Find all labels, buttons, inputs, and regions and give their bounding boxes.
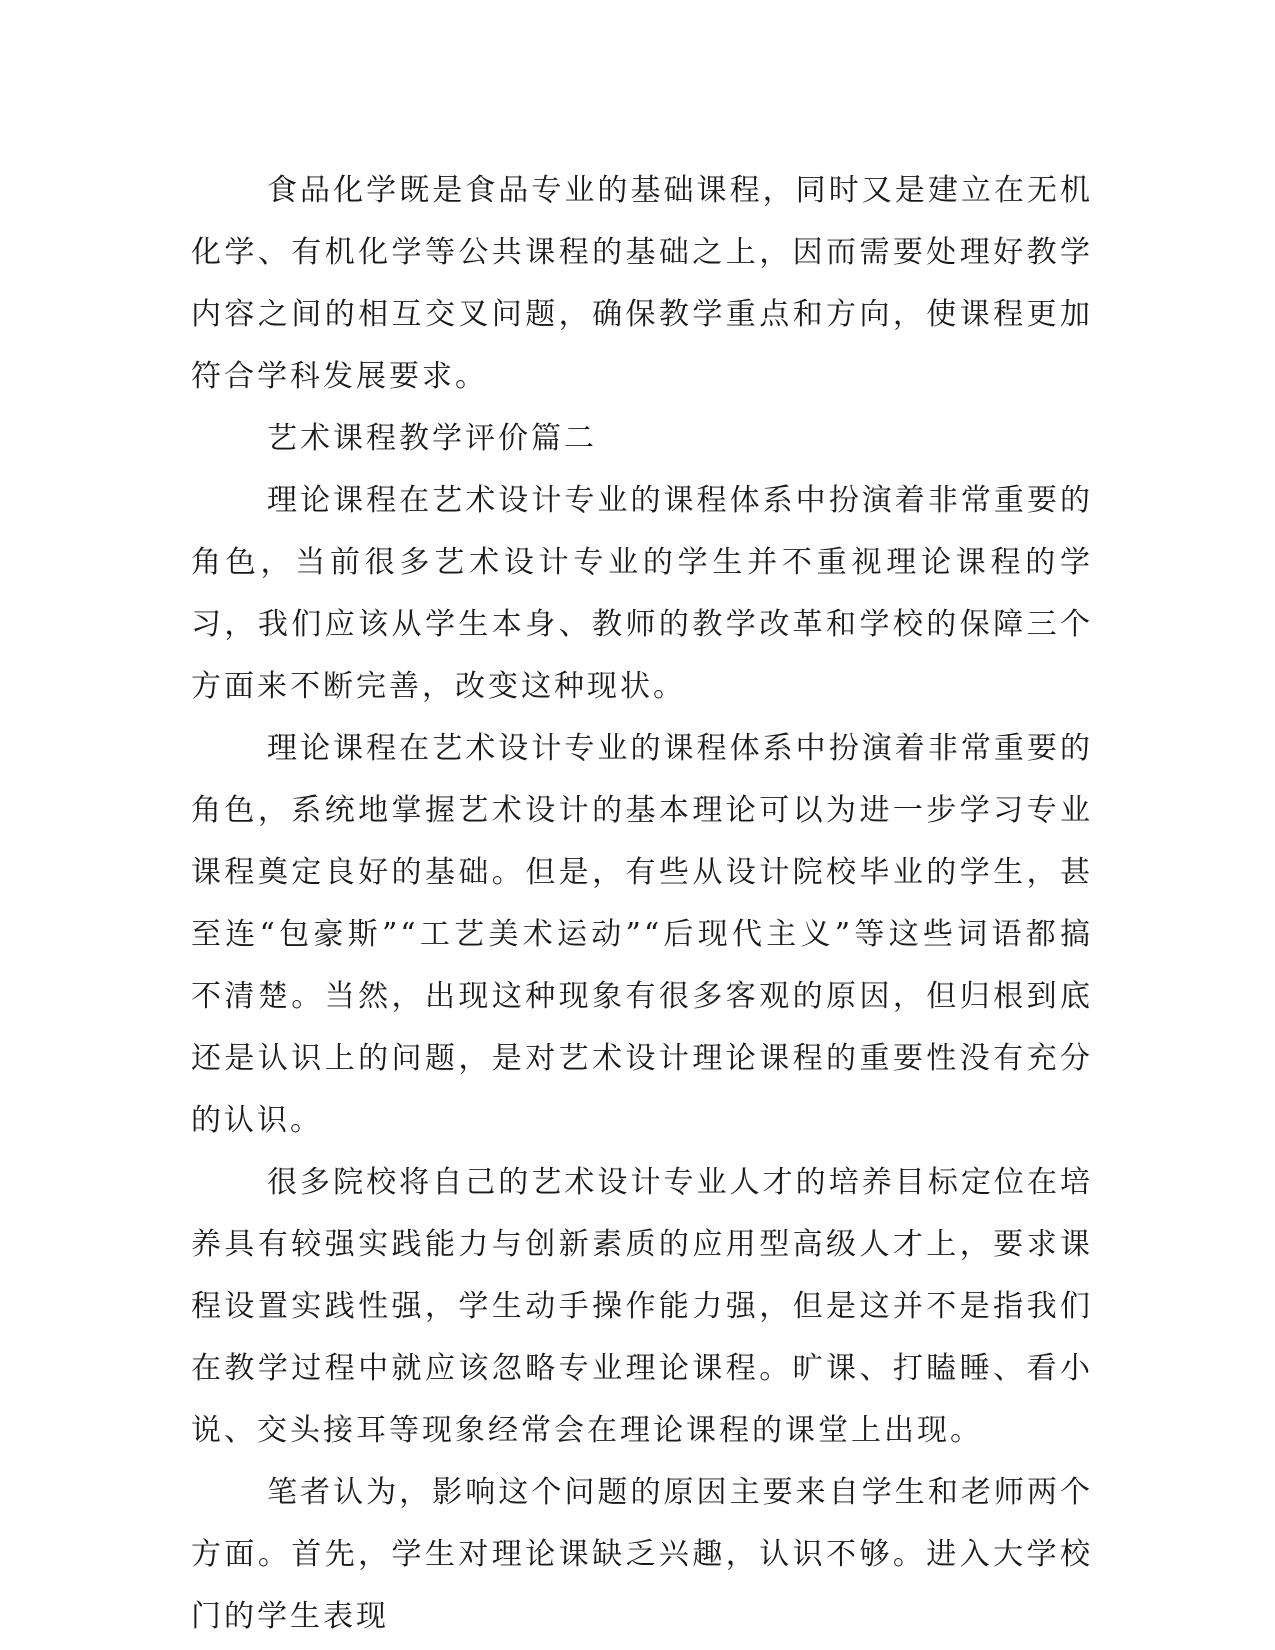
paragraph-training-goals: 很多院校将自己的艺术设计专业人才的培养目标定位在培养具有较强实践能力与创新素质的应用型高级人才上，要求课程设置实践性强，学生动手操作能力强，但是这并不是指我们在教学过程中就应该忽略专业理论课程。旷课、打瞌睡、看小说、交头接耳等现象经常会在理论课程的课堂上出现。 bbox=[191, 1165, 1093, 1448]
section-heading: 艺术课程教学评价篇二 bbox=[267, 421, 597, 456]
paragraph-food-chemistry: 食品化学既是食品专业的基础课程，同时又是建立在无机化学、有机化学等公共课程的基础之上，因而需要处理好教学内容之间的相互交叉问题，确保教学重点和方向，使课程更加符合学科发展要求。 bbox=[191, 173, 1093, 394]
paragraph-theory-basics: 理论课程在艺术设计专业的课程体系中扮演着非常重要的角色，系统地掌握艺术设计的基本理论可以为进一步学习专业课程奠定良好的基础。但是，有些从设计院校毕业的学生，甚至连“包豪斯”“工艺美术运动”“后现代主义”等这些词语都搞不清楚。当然，出现这种现象有很多客观的原因，但归根到底还是认识上的问题，是对艺术设计理论课程的重要性没有充分的认识。 bbox=[191, 731, 1093, 1138]
paragraph-theory-role: 理论课程在艺术设计专业的课程体系中扮演着非常重要的角色，当前很多艺术设计专业的学生并不重视理论课程的学习，我们应该从学生本身、教师的教学改革和学校的保障三个方面来不断完善，改变这种现状。 bbox=[191, 483, 1093, 704]
document-body bbox=[191, 160, 1093, 1648]
paragraph-author-view: 笔者认为，影响这个问题的原因主要来自学生和老师两个方面。首先，学生对理论课缺乏兴趣，认识不够。进入大学校门的学生表现 bbox=[191, 1475, 1093, 1634]
